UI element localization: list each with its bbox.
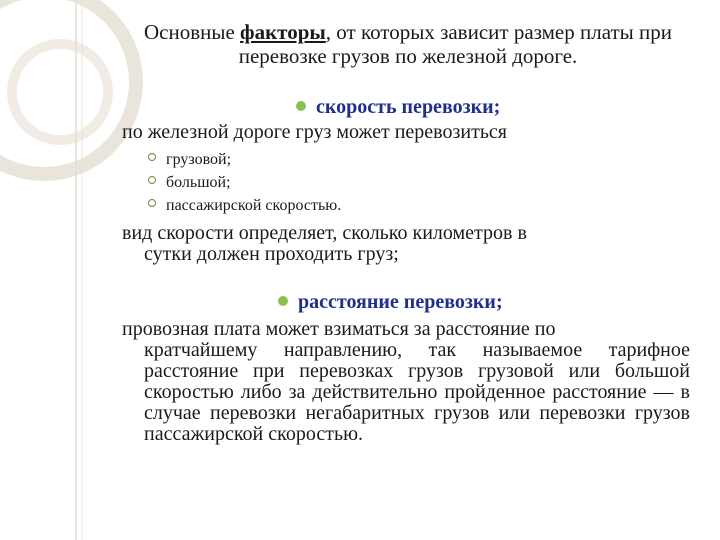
- decorative-small-ring: [12, 44, 108, 140]
- bullet-heading-distance: [278, 290, 503, 314]
- decorative-large-ring: [0, 0, 136, 174]
- list-item: [148, 171, 341, 194]
- slide-title: [128, 20, 688, 68]
- circle-bullet-icon: [148, 176, 156, 184]
- title-text-1: Основные: [143, 20, 241, 44]
- bullet-dot-icon: [278, 296, 288, 306]
- speed-intro-line: [122, 122, 690, 143]
- subitem-text: большой;: [166, 174, 231, 191]
- circle-bullet-icon: [148, 153, 156, 161]
- speed-intro-text: по железной дороге груз может перевозиться: [122, 121, 508, 143]
- list-item: [148, 148, 341, 171]
- subitem-text: пассажирской скоростью.: [166, 197, 342, 214]
- subitem-text: грузовой;: [166, 151, 232, 168]
- title-emphasis: факторы: [240, 20, 326, 44]
- list-item: [148, 194, 341, 217]
- bullet-heading-speed: [296, 95, 500, 119]
- speed-definition-rest: сутки должен проходить груз;: [144, 243, 399, 265]
- heading-text-speed: скорость перевозки;: [316, 96, 501, 118]
- bullet-dot-icon: [296, 101, 306, 111]
- speed-subitems: [148, 148, 341, 217]
- title-text-2: , от которых зависит размер платы при перевозке грузов по железной дороге.: [238, 20, 673, 68]
- heading-text-distance: расстояние перевозки;: [298, 291, 503, 313]
- speed-definition-first: вид скорости определяет, сколько километров в: [122, 222, 527, 244]
- distance-paragraph-rest: кратчайшему направлению, так называемое тарифное расстояние при перевозках грузов грузовой или большой скоростью либо за действительно пройденное расстояние — в случае перевозки негабаритных грузов или перевозки грузов пассажирской скоростью.: [144, 339, 690, 445]
- distance-paragraph: [122, 319, 690, 445]
- circle-bullet-icon: [148, 199, 156, 207]
- speed-definition: [122, 223, 690, 265]
- distance-paragraph-first: провозная плата может взиматься за расстояние по: [122, 318, 556, 340]
